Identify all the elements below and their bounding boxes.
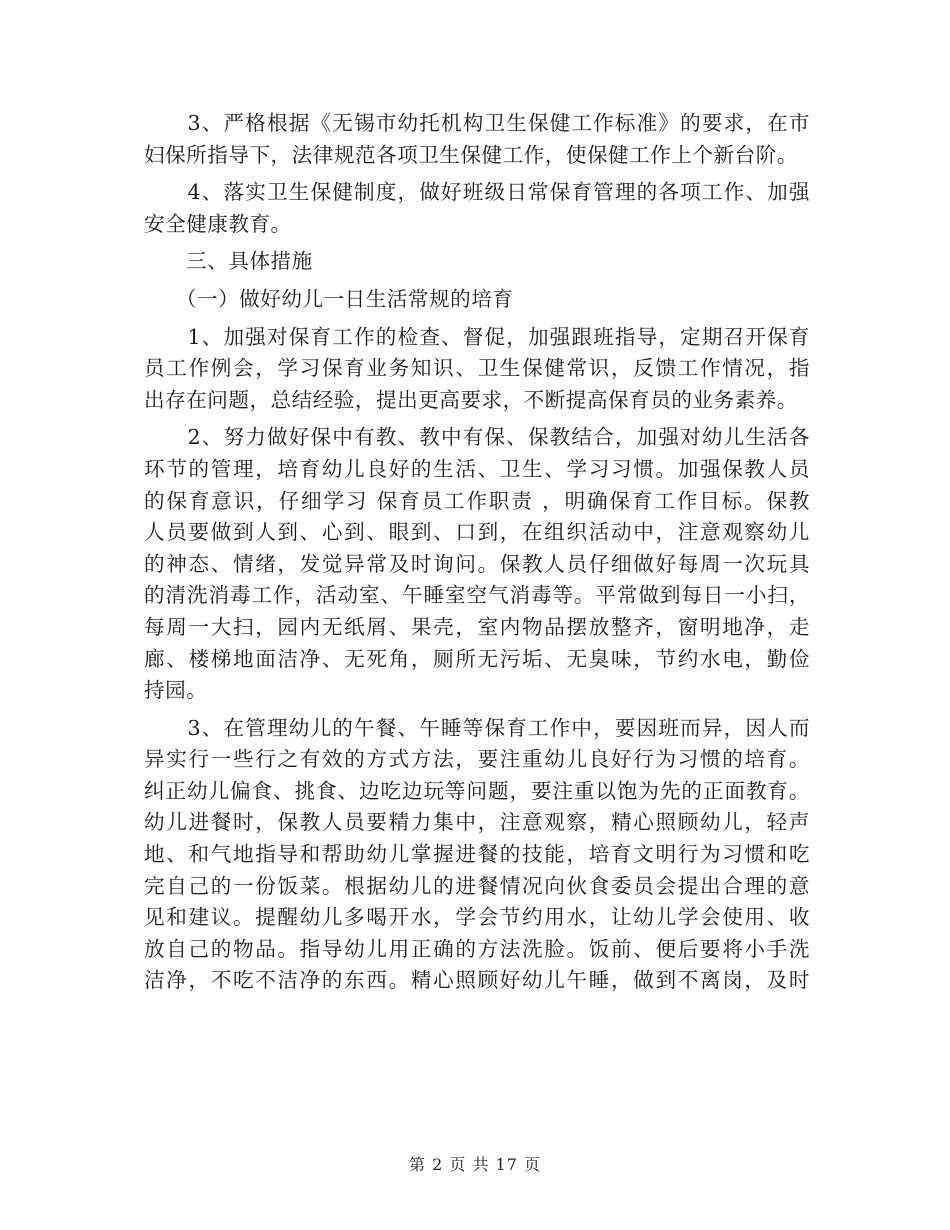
text-line: 1、加强对保育工作的检查、督促，加强跟班指导，定期召开保育 [144, 324, 810, 349]
text-line: 三、具体措施 [144, 249, 313, 274]
text-line: 放自己的物品。指导幼儿用正确的方法洗脸。饭前、便后要将小手洗 [144, 936, 810, 961]
document-body [144, 108, 810, 997]
text-line: 3、在管理幼儿的午餐、午睡等保育工作中，要因班而异，因人而 [144, 715, 810, 740]
text-line: 安全健康教育。 [144, 211, 292, 236]
text-line: 的保育意识，仔细学习 保育员工作职责 ，明确保育工作目标。保教 [144, 488, 810, 513]
text-line: 每周一大扫，园内无纸屑、果壳，室内物品摆放整齐，窗明地净，走 [144, 614, 810, 639]
text-line: （一）做好幼儿一日生活常规的培育 [144, 286, 514, 311]
text-line: 的神态、情绪，发觉异常及时询问。保教人员仔细做好每周一次玩具 [144, 551, 810, 576]
text-line: 廊、楼梯地面洁净、无死角，厕所无污垢、无臭味，节约水电，勤俭 [144, 646, 810, 671]
text-line: 持园。 [144, 678, 208, 703]
text-line: 幼儿进餐时，保教人员要精力集中，注意观察，精心照顾幼儿，轻声 [144, 810, 810, 835]
subsection-heading-daily-routine [144, 284, 810, 316]
text-line: 出存在问题，总结经验，提出更高要求，不断提高保育员的业务素养。 [144, 387, 798, 412]
paragraph-inspection [144, 322, 810, 417]
text-line: 地、和气地指导和帮助幼儿掌握进餐的技能，培育文明行为习惯和吃 [144, 842, 810, 867]
page-footer: 第 2 页 共 17 页 [409, 1155, 541, 1174]
paragraph-hygiene-standard [144, 108, 810, 171]
text-line: 2、努力做好保中有教、教中有保、保教结合，加强对幼儿生活各 [144, 425, 810, 450]
paragraph-meal-nap [144, 713, 810, 997]
text-line: 4、落实卫生保健制度，做好班级日常保育管理的各项工作、加强 [144, 180, 810, 205]
text-line: 妇保所指导下，法律规范各项卫生保健工作，使保健工作上个新台阶。 [144, 142, 798, 167]
paragraph-care-education [144, 422, 810, 706]
text-line: 员工作例会，学习保育业务知识、卫生保健常识，反馈工作情况，指 [144, 356, 810, 381]
text-line: 见和建议。提醒幼儿多喝开水，学会节约用水，让幼儿学会使用、收 [144, 905, 810, 930]
text-line: 完自己的一份饭菜。根据幼儿的进餐情况向伙食委员会提出合理的意 [144, 873, 810, 898]
text-line: 人员要做到人到、心到、眼到、口到，在组织活动中，注意观察幼儿 [144, 520, 810, 545]
section-heading-measures [144, 246, 810, 278]
text-line: 3、严格根据《无锡市幼托机构卫生保健工作标准》的要求，在市 [144, 111, 810, 135]
text-line: 洁净，不吃不洁净的东西。精心照顾好幼儿午睡，做到不离岗，及时 [144, 968, 810, 993]
text-line: 异实行一些行之有效的方式方法，要注重幼儿良好行为习惯的培育。 [144, 747, 810, 772]
text-line: 纠正幼儿偏食、挑食、边吃边玩等问题，要注重以饱为先的正面教育。 [144, 778, 810, 803]
paragraph-health-system [144, 177, 810, 240]
text-line: 环节的管理，培育幼儿良好的生活、卫生、学习习惯。加强保教人员 [144, 456, 810, 481]
text-line: 的清洗消毒工作，活动室、午睡室空气消毒等。平常做到每日一小扫， [144, 583, 810, 608]
